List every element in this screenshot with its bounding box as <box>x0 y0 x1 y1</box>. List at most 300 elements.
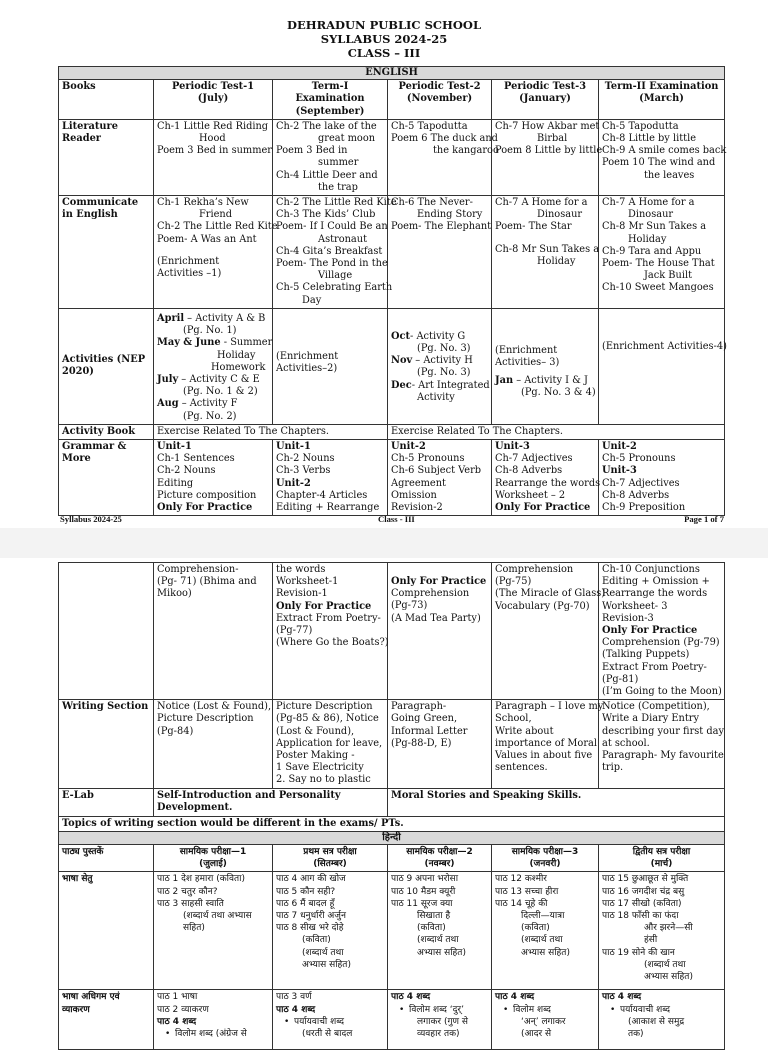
cell-grammar-pt1 <box>154 440 273 516</box>
cell-line: Comprehension (Pg-79) <box>602 637 720 649</box>
cell-line: Rearrange the words <box>602 588 708 600</box>
page-separator <box>0 528 768 558</box>
cell-line: Ch-5 Pronouns <box>391 453 465 465</box>
activity-text: – Activity H <box>412 355 473 367</box>
cell-line: Ch-4 Little Deer and <box>276 169 378 181</box>
cell-line: Ch-7 A Home for a <box>495 197 588 209</box>
cell-line: Unit-2 <box>602 441 637 453</box>
month-label: Oct <box>391 330 411 342</box>
cell-communicate-t1 <box>273 196 397 309</box>
hindi-col-pt1-title: सामयिक परीक्षा—1 <box>179 847 247 858</box>
cell-line: Poem 6 The duck and <box>391 133 498 145</box>
cell-line: अभ्यास सहित) <box>302 959 351 970</box>
cell-communicate-pt1 <box>154 196 278 309</box>
col-term2 <box>599 80 725 120</box>
cell-line: तक) <box>628 1029 644 1040</box>
hindi-col-pt2 <box>388 845 492 872</box>
activity-text: – Activity C & E <box>178 374 260 386</box>
cell-line: Astronaut <box>318 233 368 245</box>
cell-line: Activities– 3) <box>495 357 560 369</box>
hindi-col-pt3-month: (जनवरी) <box>529 859 561 870</box>
cell-line: Poem 3 Bed in <box>276 145 348 157</box>
cell-line: Holiday <box>628 233 667 245</box>
month-label: Jan <box>495 375 514 387</box>
row-label-elab: E-Lab <box>59 789 154 816</box>
cell-line: Ch-5 Pronouns <box>602 453 676 465</box>
cell-line: at school. <box>602 737 650 749</box>
hindi-col-books: पाठ्य पुस्तकें <box>59 845 154 872</box>
month-label: Dec <box>391 379 412 391</box>
cell-line: Ch-8 Mr Sun Takes a <box>602 221 707 233</box>
col-pt3 <box>492 80 599 120</box>
cell-line: • पर्यायवाची शब्द <box>276 1016 384 1028</box>
hindi-col-term2 <box>599 845 725 872</box>
cell-line: Ch-1 Little Red Riding <box>157 120 269 132</box>
cell-line: पाठ 7 धनुर्धारी अर्जुन <box>276 911 346 922</box>
cell-line: Poem- If I Could Be an <box>276 221 388 233</box>
cell-line: (Enrichment Activities-4) <box>602 340 727 352</box>
cell-line: (धरती से बादल <box>302 1029 353 1040</box>
cell-line: Extract From Poetry- <box>276 612 381 624</box>
cell-cont-t1 <box>273 563 388 700</box>
hindi-col-pt3-title: सामयिक परीक्षा—3 <box>511 847 579 858</box>
table-row <box>59 816 725 831</box>
cell-line: (Pg-85 & 86), Notice <box>276 713 379 725</box>
cell-line: पाठ 4 शब्द <box>157 1016 197 1027</box>
col-pt2-title: Periodic Test-2 <box>398 81 481 93</box>
cell-line: हंसी <box>644 935 658 946</box>
cell-line: Only For Practice <box>276 600 372 612</box>
cell-line: describing your first day <box>602 725 724 737</box>
cell-line: Only For Practice <box>391 576 487 587</box>
row-label-activity-book: Activity Book <box>59 424 154 439</box>
row-label-vyakaran: भाषा अधिगम एवं व्याकरण <box>59 990 154 1050</box>
cell-line: पाठ 19 सोने की खान <box>602 947 675 958</box>
cell-line: व्यवहार तक) <box>417 1029 460 1040</box>
cell-line: Unit-1 <box>157 441 192 453</box>
cell-line: Ch-6 The Never- <box>391 197 473 209</box>
hindi-col-term1-month: (सितम्बर) <box>313 859 347 870</box>
cell-cont-pt2 <box>388 563 492 700</box>
cell-line: पाठ 10 मैडम क्यूरी <box>391 886 456 897</box>
cell-line: पाठ 4 शब्द <box>602 992 642 1003</box>
cell-line: the leaves <box>644 169 695 181</box>
cell-line: (Pg. No. 2) <box>183 410 237 422</box>
cell-line: Unit-2 <box>391 441 426 453</box>
cell-line: importance of Moral <box>495 737 597 749</box>
cell-line: Ch-8 Adverbs <box>495 465 563 477</box>
cell-line: (कविता) <box>521 923 550 934</box>
cell-grammar-pt3 <box>492 440 599 516</box>
cell-line: Ch-5 Tapodutta <box>391 120 468 132</box>
cell-line: (Enrichment <box>157 255 220 267</box>
cell-line: Ch-5 Celebrating Earth <box>276 282 393 294</box>
cell-writing-t1 <box>273 700 388 789</box>
table-row <box>59 440 725 516</box>
cell-line: • विलोम शब्द (अंग्रेज से <box>157 1028 269 1040</box>
cell-line: (Pg. No. 1 & 2) <box>183 386 258 398</box>
cell-line: Agreement <box>391 477 446 489</box>
cell-line: Ch-9 Preposition <box>602 502 686 514</box>
row-label-bhasha-setu: भाषा सेतु <box>59 872 154 990</box>
hindi-col-pt1-month: (जुलाई) <box>199 859 227 870</box>
hindi-col-term2-month: (मार्च) <box>650 859 673 870</box>
cell-line: Application for leave, <box>276 737 383 749</box>
col-pt3-title: Periodic Test-3 <box>503 81 587 93</box>
cell-line: Ch-3 Verbs <box>276 465 331 477</box>
cell-vyakaran-t2 <box>599 990 725 1050</box>
cell-line: Paragraph- <box>391 701 447 713</box>
cell-line: (Pg. No. 3) <box>417 343 471 355</box>
cell-grammar-t2 <box>599 440 725 516</box>
cell-line: (कविता) <box>302 935 331 946</box>
cell-line: पाठ 18 फाँसी का फंदा <box>602 911 679 922</box>
writing-topics-note: Topics of writing section would be different in the exams/ PTs. <box>59 816 725 831</box>
cell-vyakaran-pt3 <box>492 990 599 1050</box>
cell-line: Ch-2 Nouns <box>157 465 216 477</box>
cell-line: पाठ 4 आग की खोज <box>276 874 346 885</box>
cell-line: (कविता) <box>417 923 446 934</box>
cell-line: (Where Go the Boats?) <box>276 637 389 649</box>
cell-line: Editing <box>157 477 194 489</box>
cell-line: Poem- The Elephant <box>391 221 492 233</box>
row-label-activities: Activities (NEP 2020) <box>59 308 154 424</box>
row-label-communicate: Communicate in English <box>59 196 154 309</box>
cell-line: (Pg. No. 3 & 4) <box>521 387 596 399</box>
cell-line: trip. <box>602 762 624 774</box>
cell-line: पाठ 2 चतुर कौन? <box>157 886 218 897</box>
cell-line: Poem 8 Little by little <box>495 145 603 157</box>
cell-line: Values in about five <box>495 750 593 762</box>
cell-grammar-t1 <box>273 440 388 516</box>
cell-line: (Pg. No. 3) <box>417 367 471 379</box>
cell-line: Only For Practice <box>495 502 591 514</box>
cell-line: Mikoo) <box>157 588 192 600</box>
cell-vyakaran-pt2 <box>388 990 492 1050</box>
page-prefix: Page <box>684 514 704 524</box>
hindi-col-term1 <box>273 845 388 872</box>
col-term1-title: Term-I Examination <box>295 81 365 105</box>
cell-line: (Pg-73) <box>391 600 428 612</box>
cell-communicate-t2 <box>599 196 725 309</box>
cell-line: Ch-1 Sentences <box>157 453 235 465</box>
cell-line: Ch-8 Mr Sun Takes a <box>495 243 600 255</box>
col-books: Books <box>59 80 154 120</box>
hindi-col-term1-title: प्रथम सत्र परीक्षा <box>303 847 357 858</box>
footer-page-number <box>684 514 724 524</box>
cell-line: Picture Description <box>157 713 254 725</box>
cell-writing-t2 <box>599 700 725 789</box>
cell-line: Poem- The House That <box>602 258 715 270</box>
month-label: July <box>157 374 179 386</box>
activity-text: – Activity F <box>178 398 238 410</box>
cell-setu-pt3 <box>492 872 599 990</box>
cell-line: Homework <box>211 361 266 373</box>
cell-line: Activity <box>417 391 455 403</box>
cell-literature-t1 <box>273 119 388 195</box>
cell-line: Poster Making - <box>276 750 355 762</box>
cell-line: Jack Built <box>644 270 693 282</box>
cell-line: पाठ 4 शब्द <box>391 992 431 1003</box>
table-row <box>59 196 725 309</box>
cell-line: Birbal <box>537 133 568 145</box>
cell-line: Only For Practice <box>602 625 698 637</box>
cell-line: Comprehension- <box>157 564 239 575</box>
cell-line: Write about <box>495 725 554 737</box>
cell-elab-term2: Moral Stories and Speaking Skills. <box>388 789 725 816</box>
cell-line: Poem- A Was an Ant <box>157 233 257 245</box>
col-term2-month: (March) <box>639 93 684 105</box>
cell-line: Poem 3 Bed in summer <box>157 145 272 157</box>
cell-activity-book-term2: Exercise Related To The Chapters. <box>388 424 725 439</box>
cell-line: Holiday <box>537 255 576 267</box>
activity-text: – Activity I & J <box>513 375 588 387</box>
cell-line: Ending Story <box>417 209 483 221</box>
cell-line: (शब्दार्थ तथा <box>302 947 344 958</box>
cell-line: (Pg-75) <box>495 576 532 588</box>
cell-line: Rearrange the words <box>495 477 601 489</box>
cell-activities-t2 <box>599 308 725 424</box>
cell-grammar-pt2 <box>388 440 492 516</box>
cell-line: Ch-4 Gita’s Breakfast <box>276 245 383 257</box>
cell-vyakaran-pt1 <box>154 990 273 1050</box>
month-label: Nov <box>391 355 413 367</box>
cell-line: पाठ 1 भाषा <box>157 992 198 1003</box>
cell-line: • विलोम शब्द <box>495 1004 595 1016</box>
row-label-writing: Writing Section <box>59 700 154 789</box>
cell-line: Day <box>302 294 322 306</box>
cell-line: summer <box>318 157 359 169</box>
cell-line: Paragraph- My favourite <box>602 750 724 762</box>
activity-text: - Activity G <box>410 330 466 342</box>
col-pt2 <box>388 80 492 120</box>
cell-line: Village <box>318 270 353 282</box>
cell-line: Notice (Lost & Found), <box>157 701 272 713</box>
cell-line: (Enrichment <box>495 344 558 356</box>
cell-setu-t2 <box>599 872 725 990</box>
cell-line: सहित) <box>183 923 205 934</box>
cell-line: Extract From Poetry- <box>602 661 707 673</box>
cell-line: 2. Say no to plastic <box>276 774 371 786</box>
cell-line: (Talking Puppets) <box>602 649 690 661</box>
cell-communicate-pt2 <box>388 196 492 309</box>
cell-line: Chapter-4 Articles <box>276 489 368 501</box>
cell-literature-pt2 <box>388 119 499 195</box>
cell-line: पाठ 5 कौन सही? <box>276 886 336 897</box>
cell-line: Ch-2 The Little Red Kite <box>157 221 278 233</box>
col-pt1 <box>154 80 273 120</box>
cell-line: (शब्दार्थ तथा <box>644 959 686 970</box>
table-row <box>59 872 725 990</box>
cell-cont-t2 <box>599 563 725 700</box>
syllabus-page-2 <box>0 558 768 1040</box>
cell-activity-book-term1: Exercise Related To The Chapters. <box>154 424 388 439</box>
cell-writing-pt2 <box>388 700 492 789</box>
school-name: DEHRADUN PUBLIC SCHOOL <box>286 18 482 32</box>
cell-line: Picture composition <box>157 489 257 501</box>
cell-line: Unit-1 <box>276 441 311 453</box>
cell-line: Only For Practice <box>157 502 253 514</box>
cell-line: और झरने—सी <box>644 923 693 934</box>
cell-line: Vocabulary (Pg-70) <box>495 600 590 612</box>
cell-line: पाठ 6 मैं बादल हूँ <box>276 898 335 909</box>
table-row <box>59 563 725 700</box>
row-label-grammar: Grammar & More <box>59 440 154 516</box>
cell-line: Ch-10 Sweet Mangoes <box>602 282 714 294</box>
cell-line: Ch-3 The Kids’ Club <box>276 209 376 221</box>
footer-class: Class - III <box>378 514 415 524</box>
cell-line: (शब्दार्थ तथा <box>417 935 459 946</box>
cell-line: Ch-8 Adverbs <box>602 489 670 501</box>
cell-line: (Pg. No. 1) <box>183 325 237 337</box>
english-syllabus-table-continued <box>58 562 725 1050</box>
cell-line: Going Green, <box>391 713 458 725</box>
cell-line: Revision-2 <box>391 502 443 514</box>
cell-line: Omission <box>391 489 437 501</box>
cell-line: Poem- The Pond in the <box>276 258 388 270</box>
table-row <box>59 119 725 195</box>
cell-line: Ch-2 The lake of the <box>276 120 377 132</box>
cell-line: पाठ 17 सीखो (कविता) <box>602 898 682 909</box>
cell-line: (A Mad Tea Party) <box>391 612 481 624</box>
cell-line: Editing + Rearrange <box>276 502 380 514</box>
cell-line: Revision-1 <box>276 588 328 600</box>
cell-line: Picture Description <box>276 701 373 713</box>
cell-line: पाठ 3 साहसी स्वाति <box>157 898 224 909</box>
cell-line: (Pg-84) <box>157 725 194 737</box>
cell-line: Activities –1) <box>157 268 222 280</box>
cell-literature-pt3 <box>492 119 603 195</box>
cell-literature-t2 <box>599 119 725 195</box>
cell-line: Unit-3 <box>602 465 637 477</box>
table-row <box>59 700 725 789</box>
cell-line: पाठ 3 वर्ण <box>276 992 312 1003</box>
cell-line: Poem 10 The wind and <box>602 157 716 169</box>
cell-line: 1 Save Electricity <box>276 762 364 774</box>
cell-line: Ch-1 Rekha’s New <box>157 197 249 209</box>
cell-line: दिल्ली—यात्रा <box>521 911 565 922</box>
english-syllabus-table <box>58 66 725 516</box>
cell-line: लगाकर (गुण से <box>417 1016 468 1027</box>
class-title: CLASS – III <box>347 46 421 60</box>
cell-activities-pt2 <box>388 308 492 424</box>
cell-line: (शब्दार्थ तथा अभ्यास <box>183 911 252 922</box>
cell-line: Write a Diary Entry <box>602 713 700 725</box>
cell-line: Activities–2) <box>276 363 338 375</box>
cell-writing-pt1 <box>154 700 273 789</box>
cell-line: अभ्यास सहित) <box>521 947 570 958</box>
cell-line: Ch-7 A Home for a <box>602 197 695 209</box>
cell-line: पाठ 4 शब्द <box>495 992 535 1003</box>
cell-line: great moon <box>318 133 376 145</box>
cell-communicate-pt3 <box>492 196 599 309</box>
cell-setu-pt1 <box>154 872 273 990</box>
cell-line: Ch-8 Little by little <box>602 133 697 145</box>
cell-line: पाठ 14 चूहे की <box>495 898 548 909</box>
cell-line: (Pg- 71) (Bhima and <box>157 576 257 588</box>
hindi-col-pt1 <box>154 845 273 872</box>
cell-elab-term1: Self-Introduction and Personality Development. <box>154 789 388 816</box>
cell-line: Worksheet-1 <box>276 576 339 588</box>
cell-line: Poem- The Star <box>495 221 572 233</box>
cell-line: Revision-3 <box>602 612 654 624</box>
cell-line: Paragraph – I love my <box>495 701 604 713</box>
cell-line: पाठ 8 सीख भरे दोहे <box>276 923 344 934</box>
cell-line: Dinosaur <box>537 209 583 221</box>
cell-writing-pt3 <box>492 700 604 789</box>
cell-line: Ch-2 The Little Red Kite <box>276 197 397 209</box>
cell-empty <box>59 563 154 700</box>
cell-line: Hood <box>199 133 226 145</box>
cell-activities-t1 <box>273 308 388 424</box>
cell-line: (I’m Going to the Moon) <box>602 686 722 698</box>
cell-line: Holiday <box>217 349 256 361</box>
page-mid: of <box>708 514 720 524</box>
cell-line: पाठ 15 छुआछूत से मुक्ति <box>602 874 689 885</box>
cell-line: (The Miracle of Glass) <box>495 588 606 600</box>
month-label: Aug <box>157 398 179 410</box>
cell-line: Ch-5 Tapodutta <box>602 120 679 132</box>
footer-syllabus: Syllabus 2024-25 <box>60 514 122 524</box>
cell-line: Ch-7 Adjectives <box>495 453 573 465</box>
cell-line: Ch-7 How Akbar met <box>495 120 600 132</box>
cell-line: • पर्यायवाची शब्द <box>602 1004 721 1016</box>
cell-line: ‘अन्’ लगाकर <box>521 1016 566 1027</box>
cell-line: Unit-2 <box>276 477 311 489</box>
cell-line: पाठ 2 व्याकरण <box>157 1004 209 1015</box>
cell-line: Informal Letter <box>391 725 468 737</box>
cell-line: Ch-9 A smile comes back <box>602 145 727 157</box>
page-num: 1 <box>703 514 709 524</box>
col-pt1-title: Periodic Test-1 <box>171 81 255 93</box>
table-row <box>59 424 725 439</box>
page-total: 7 <box>719 514 724 524</box>
hindi-col-pt2-month: (नवम्बर) <box>424 859 455 870</box>
table-row <box>59 789 725 816</box>
cell-line: Comprehension <box>391 588 470 600</box>
cell-line: Worksheet – 2 <box>495 489 566 501</box>
col-term1 <box>273 80 388 120</box>
cell-line: (Lost & Found), <box>276 725 355 737</box>
table-row <box>59 990 725 1050</box>
cell-line: सिखाता है <box>417 911 451 922</box>
cell-line: पाठ 9 अपना भरोसा <box>391 874 459 885</box>
english-band: ENGLISH <box>59 67 725 80</box>
col-pt2-month: (November) <box>406 93 473 105</box>
cell-line: (Pg-88-D, E) <box>391 737 452 749</box>
cell-line: पाठ 16 जगदीश चंद्र बसु <box>602 886 685 897</box>
activity-text: – Activity A & B <box>184 313 266 325</box>
row-label-literature: Literature Reader <box>59 119 154 195</box>
cell-vyakaran-t1 <box>273 990 388 1050</box>
cell-line: पाठ 13 सच्चा हीरा <box>495 886 559 897</box>
cell-line: Dinosaur <box>628 209 674 221</box>
syllabus-year: SYLLABUS 2024-25 <box>320 32 448 46</box>
cell-line: • विलोम शब्द ‘दुर्’ <box>391 1004 488 1016</box>
cell-line: (शब्दार्थ तथा <box>521 935 563 946</box>
cell-line: पाठ 11 सूरज क्या <box>391 898 453 909</box>
month-label: April <box>157 313 185 325</box>
cell-line: School, <box>495 713 532 725</box>
cell-line: (आकाश से समुद्र <box>628 1016 685 1027</box>
hindi-col-term2-title: द्वितीय सत्र परीक्षा <box>632 847 691 858</box>
hindi-col-pt2-title: सामयिक परीक्षा—2 <box>406 847 473 858</box>
cell-line: the words <box>276 564 326 575</box>
activity-text: - Art Integrated <box>411 379 490 391</box>
cell-setu-t1 <box>273 872 388 990</box>
hindi-col-pt3 <box>492 845 599 872</box>
hindi-band: हिन्दी <box>59 831 725 844</box>
